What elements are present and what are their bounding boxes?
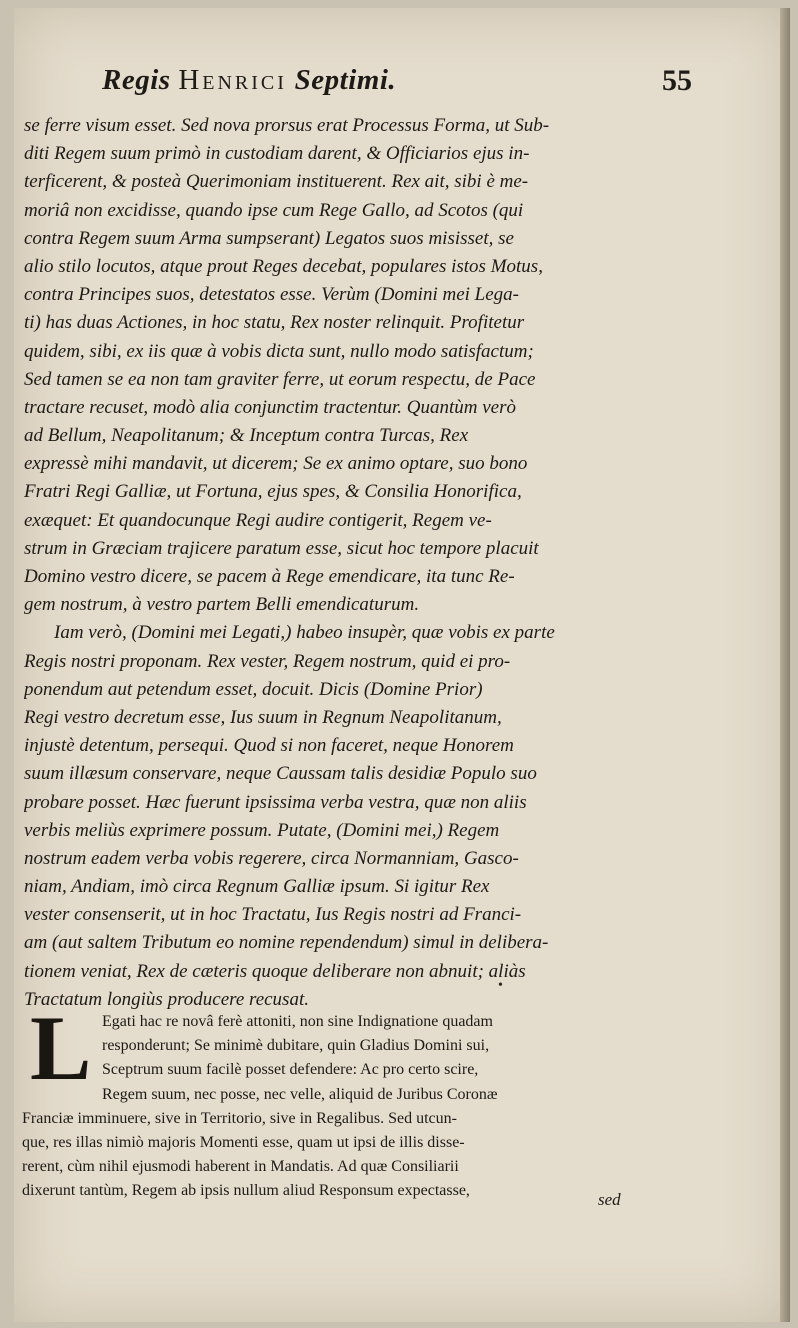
text-line: terficerent, & posteà Querimoniam instituerent. Rex ait, sibi è me- xyxy=(24,171,529,193)
text-line: Tractatum longiùs producere recusat. xyxy=(24,988,309,1010)
running-title-henrici: Henrici xyxy=(178,64,287,96)
text-line: tionem veniat, Rex de cæteris quoque deliberare non abnuit; aliàs xyxy=(24,960,526,982)
text-line: tractare recuset, modò alia conjunctim tractentur. Quantùm verò xyxy=(24,396,516,418)
text-line: rerent, cùm nihil ejusmodi haberent in Mandatis. Ad quæ Consiliarii xyxy=(22,1158,459,1176)
text-line: ti) has duas Actiones, in hoc statu, Rex noster relinquit. Profitetur xyxy=(24,312,525,334)
drop-cap: L xyxy=(30,997,92,1099)
text-line: am (aut saltem Tributum eo nomine rependendum) simul in delibera- xyxy=(24,932,549,954)
text-line: dixerunt tantùm, Regem ab ipsis nullum aliud Responsum expectasse, xyxy=(22,1182,470,1200)
running-title-regis: Regis xyxy=(102,64,171,96)
text-line: Egati hac re novâ ferè attoniti, non sine Indignatione quadam xyxy=(102,1013,493,1030)
paragraph-1 xyxy=(24,112,620,1014)
text-line: strum in Græciam trajicere paratum esse, sicut hoc tempore placuit xyxy=(24,537,539,559)
text-line: Regem suum, nec posse, nec velle, aliquid de Juribus Coronæ xyxy=(102,1085,498,1103)
text-line: verbis meliùs exprimere possum. Putate, (Domini mei,) Regem xyxy=(24,819,500,841)
text-line: probare posset. Hæc fuerunt ipsissima verba vestra, quæ non aliis xyxy=(24,791,527,813)
ornament-dot: • xyxy=(498,978,503,993)
text-line: niam, Andiam, imò circa Regnum Galliæ ipsum. Si igitur Rex xyxy=(24,876,490,898)
text-line: gem nostrum, à vestro partem Belli emendicaturum. xyxy=(24,594,420,616)
text-line: que, res illas nimiò majoris Momenti esse, quam ut ipsi de illis disse- xyxy=(22,1133,465,1151)
text-line: alio stilo locutos, atque prout Reges decebat, populares istos Motus, xyxy=(24,255,543,277)
text-line: Regi vestro decretum esse, Ius suum in Regnum Neapolitanum, xyxy=(24,706,502,728)
text-line: Domino vestro dicere, se pacem à Rege emendicare, ita tunc Re- xyxy=(24,566,515,587)
page-header xyxy=(102,64,692,110)
text-line: expressè mihi mandavit, ut dicerem; Se ex animo optare, suo bono xyxy=(24,453,528,475)
text-line: Sed tamen se ea non tam graviter ferre, ut eorum respectu, de Pace xyxy=(24,368,536,390)
text-line: moriâ non excidisse, quando ipse cum Rege Gallo, ad Scotos (qui xyxy=(24,199,524,221)
text-line: Iam verò, (Domini mei Legati,) habeo insupèr, quæ vobis ex parte xyxy=(54,622,555,644)
text-line: Sceptrum suum facilè posset defendere: Ac pro certo scire, xyxy=(102,1061,479,1079)
text-line: ad Bellum, Neapolitanum; & Inceptum contra Turcas, Rex xyxy=(24,425,469,447)
text-line: contra Regem suum Arma sumpserant) Legatos suos misisset, se xyxy=(24,227,514,249)
text-line: exæquet: Et quandocunque Regi audire contigerit, Regem ve- xyxy=(24,509,492,531)
text-line: Franciæ imminuere, sive in Territorio, sive in Regalibus. Sed utcun- xyxy=(22,1109,457,1127)
text-line: injustè detentum, persequi. Quod si non faceret, neque Honorem xyxy=(24,735,514,757)
text-line: se ferre visum esset. Sed nova prorsus erat Processus Forma, ut Sub- xyxy=(24,115,550,136)
text-line: nostrum eadem verba vobis regerere, circa Normanniam, Gasco- xyxy=(24,847,519,869)
text-line: suum illæsum conservare, neque Caussam talis desidiæ Populo suo xyxy=(24,763,537,785)
text-line: vester consenserit, ut in hoc Tractatu, Ius Regis nostri ad Franci- xyxy=(24,904,522,926)
text-line: responderunt; Se minimè dubitare, quin Gladius Domini sui, xyxy=(102,1037,490,1055)
text-line: diti Regem suum primò in custodiam darent, & Officiarios ejus in- xyxy=(24,143,530,165)
running-title xyxy=(102,64,396,97)
page-number: 55 xyxy=(662,64,692,97)
text-line: Regis nostri proponam. Rex vester, Regem nostrum, quid ei pro- xyxy=(24,650,511,672)
text-line: quidem, sibi, ex iis quæ à vobis dicta sunt, nullo modo satisfactum; xyxy=(24,340,534,362)
running-title-septimi: Septimi. xyxy=(294,64,397,96)
text-line: Fratri Regi Galliæ, ut Fortuna, ejus spes, & Consilia Honorifica, xyxy=(24,481,522,503)
page-gutter xyxy=(780,8,790,1322)
catchword: sed xyxy=(598,1190,621,1209)
paragraph-2 xyxy=(22,1010,626,1204)
text-line: contra Principes suos, detestatos esse. Verùm (Domini mei Lega- xyxy=(24,284,519,306)
text-line: ponendum aut petendum esset, docuit. Dicis (Domine Prior) xyxy=(24,678,483,700)
